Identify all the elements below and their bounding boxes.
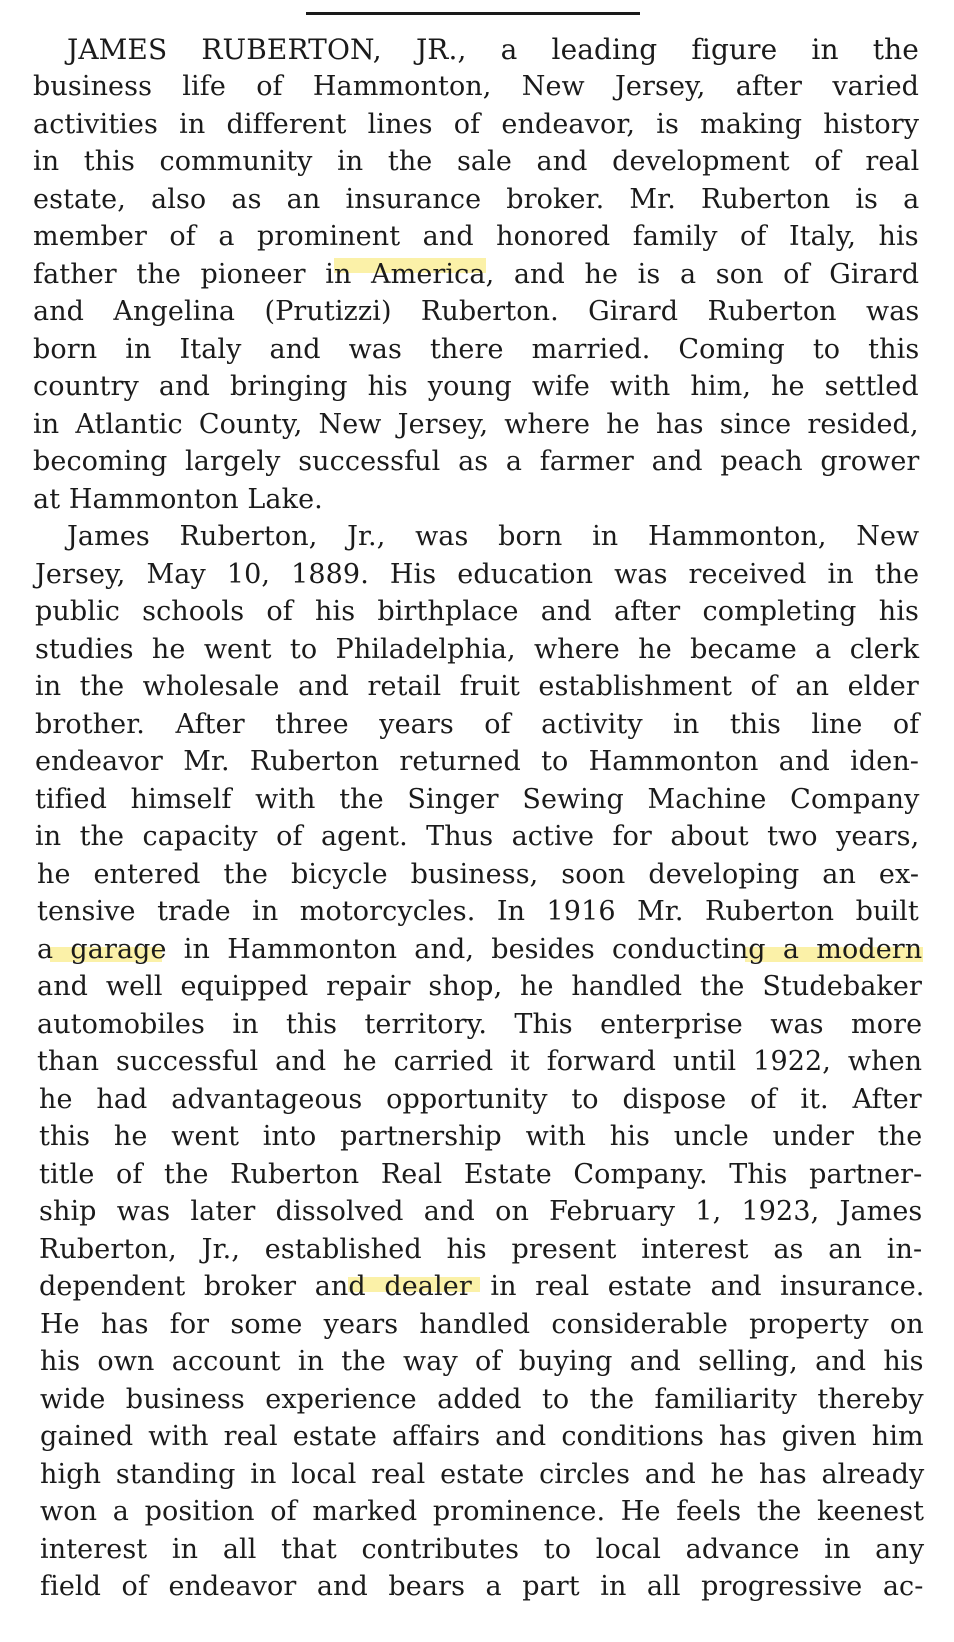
text-line: interest in all that contributes to local advance in any	[40, 1534, 925, 1565]
text-line: in Atlantic County, New Jersey, where he has since resided,	[33, 409, 919, 440]
text-line: high standing in local real estate circles and he has already	[40, 1459, 925, 1490]
text-line: his own account in the way of buying and selling, and his	[40, 1346, 924, 1377]
top-rule	[306, 12, 640, 15]
text-line: estate, also as an insurance broker. Mr. Ruberton is a	[33, 184, 920, 215]
text-line: than successful and he carried it forward until 1922, when	[37, 1046, 923, 1077]
text-line: gained with real estate affairs and conditions has given him	[40, 1421, 924, 1452]
text-line: member of a prominent and honored family of Italy, his	[33, 221, 919, 252]
text-line: public schools of his birthplace and after completing his	[35, 596, 919, 627]
text-line: wide business experience added to the familiarity thereby	[40, 1384, 924, 1415]
text-line: country and bringing his young wife with him, he settled	[33, 371, 919, 402]
text-line: in the capacity of agent. Thus active for about two years,	[35, 821, 920, 852]
text-line: he had advantageous opportunity to dispose of it. After	[39, 1084, 922, 1115]
text-line: endeavor Mr. Ruberton returned to Hammonton and iden-	[35, 746, 920, 777]
text-line: a garage in Hammonton and, besides conducting a modern	[37, 934, 923, 965]
text-line: Jersey, May 10, 1889. His education was received in the	[35, 559, 920, 590]
text-line: at Hammonton Lake.	[33, 484, 323, 515]
text-line: he entered the bicycle business, soon developing an ex-	[37, 859, 920, 890]
text-line: in the wholesale and retail fruit establishment of an elder	[35, 671, 919, 702]
text-line: James Ruberton, Jr., was born in Hammonton, New	[67, 521, 920, 552]
text-line: and well equipped repair shop, he handled the Studebaker	[37, 971, 922, 1002]
text-line: automobiles in this territory. This enterprise was more	[37, 1009, 923, 1040]
text-line: tensive trade in motorcycles. In 1916 Mr. Ruberton built	[37, 896, 919, 927]
text-line: born in Italy and was there married. Coming to this	[33, 334, 920, 365]
text-line: He has for some years handled considerable property on	[40, 1309, 924, 1340]
text-line: activities in different lines of endeavor, is making history	[33, 109, 920, 140]
text-line: title of the Ruberton Real Estate Company. This partner-	[39, 1159, 923, 1190]
text-line: business life of Hammonton, New Jersey, after varied	[33, 71, 920, 102]
text-line: and Angelina (Prutizzi) Ruberton. Girard Ruberton was	[33, 296, 920, 327]
text-line: dependent broker and dealer in real estate and insurance.	[39, 1271, 925, 1302]
text-line: studies he went to Philadelphia, where he became a clerk	[35, 634, 920, 665]
text-line: ship was later dissolved and on February 1, 1923, James	[39, 1196, 923, 1227]
text-line: this he went into partnership with his uncle under the	[39, 1121, 923, 1152]
text-line: JAMES RUBERTON, JR., a leading figure in the	[67, 33, 919, 66]
text-line: field of endeavor and bears a part in all progressive ac-	[40, 1571, 924, 1602]
text-line: won a position of marked prominence. He feels the keenest	[40, 1496, 925, 1527]
text-line: Ruberton, Jr., established his present interest as an in-	[39, 1234, 923, 1265]
text-line: father the pioneer in America, and he is a son of Girard	[33, 259, 920, 290]
text-line: brother. After three years of activity in this line of	[35, 709, 920, 740]
text-line: becoming largely successful as a farmer and peach grower	[33, 446, 920, 477]
text-line: in this community in the sale and development of real	[33, 146, 920, 177]
text-line: tified himself with the Singer Sewing Machine Company	[35, 784, 920, 815]
